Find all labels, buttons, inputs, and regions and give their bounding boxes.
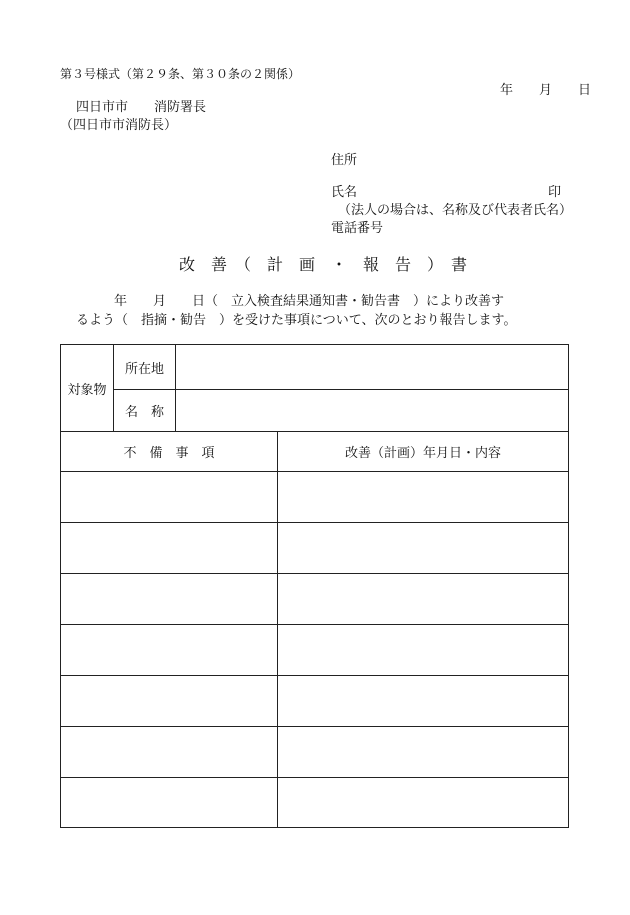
body-line-2: るよう（ 指摘・勧告 ）を受けた事項について、次のとおり報告します。 xyxy=(76,313,517,328)
improvement-field[interactable] xyxy=(278,472,569,523)
location-row xyxy=(61,345,569,390)
improvement-header: 改善（計画）年月日・内容 xyxy=(278,432,569,472)
improvement-field[interactable] xyxy=(278,676,569,727)
addressee: 四日市市 消防署長 xyxy=(76,100,207,115)
table-row xyxy=(61,472,569,523)
corporation-note: （法人の場合は、名称及び代表者氏名） xyxy=(338,203,573,218)
deficiency-field[interactable] xyxy=(61,625,278,676)
location-label: 所在地 xyxy=(114,345,176,390)
table-row xyxy=(61,574,569,625)
location-field[interactable] xyxy=(176,345,569,390)
table-row xyxy=(61,676,569,727)
phone-label: 電話番号 xyxy=(331,221,384,236)
name-label: 氏名 xyxy=(331,185,358,200)
improvement-field[interactable] xyxy=(278,574,569,625)
deficiency-header: 不 備 事 項 xyxy=(61,432,278,472)
table-row xyxy=(61,625,569,676)
report-date: 年 月 日 xyxy=(500,83,592,98)
improvement-field[interactable] xyxy=(278,778,569,828)
table-row xyxy=(61,727,569,778)
table-row xyxy=(61,523,569,574)
deficiency-field[interactable] xyxy=(61,727,278,778)
object-name-label: 名 称 xyxy=(114,390,176,432)
header-row xyxy=(61,432,569,472)
improvement-field[interactable] xyxy=(278,523,569,574)
report-table xyxy=(60,344,569,828)
form-number: 第３号様式（第２９条、第３０条の２関係） xyxy=(60,67,301,81)
deficiency-field[interactable] xyxy=(61,574,278,625)
object-label: 対象物 xyxy=(61,345,114,432)
table-row xyxy=(61,778,569,828)
deficiency-field[interactable] xyxy=(61,472,278,523)
object-name-field[interactable] xyxy=(176,390,569,432)
address-label: 住所 xyxy=(331,153,358,168)
addressee-alt: （四日市市消防長） xyxy=(60,118,178,133)
deficiency-field[interactable] xyxy=(61,778,278,828)
deficiency-field[interactable] xyxy=(61,523,278,574)
seal-mark: 印 xyxy=(548,185,562,200)
improvement-field[interactable] xyxy=(278,727,569,778)
body-line-1: 年 月 日（ 立入検査結果通知書・勧告書 ）により改善す xyxy=(114,294,505,309)
deficiency-field[interactable] xyxy=(61,676,278,727)
improvement-field[interactable] xyxy=(278,625,569,676)
document-title: 改 善 （ 計 画 ・ 報 告 ） 書 xyxy=(179,255,468,274)
name-row xyxy=(61,390,569,432)
